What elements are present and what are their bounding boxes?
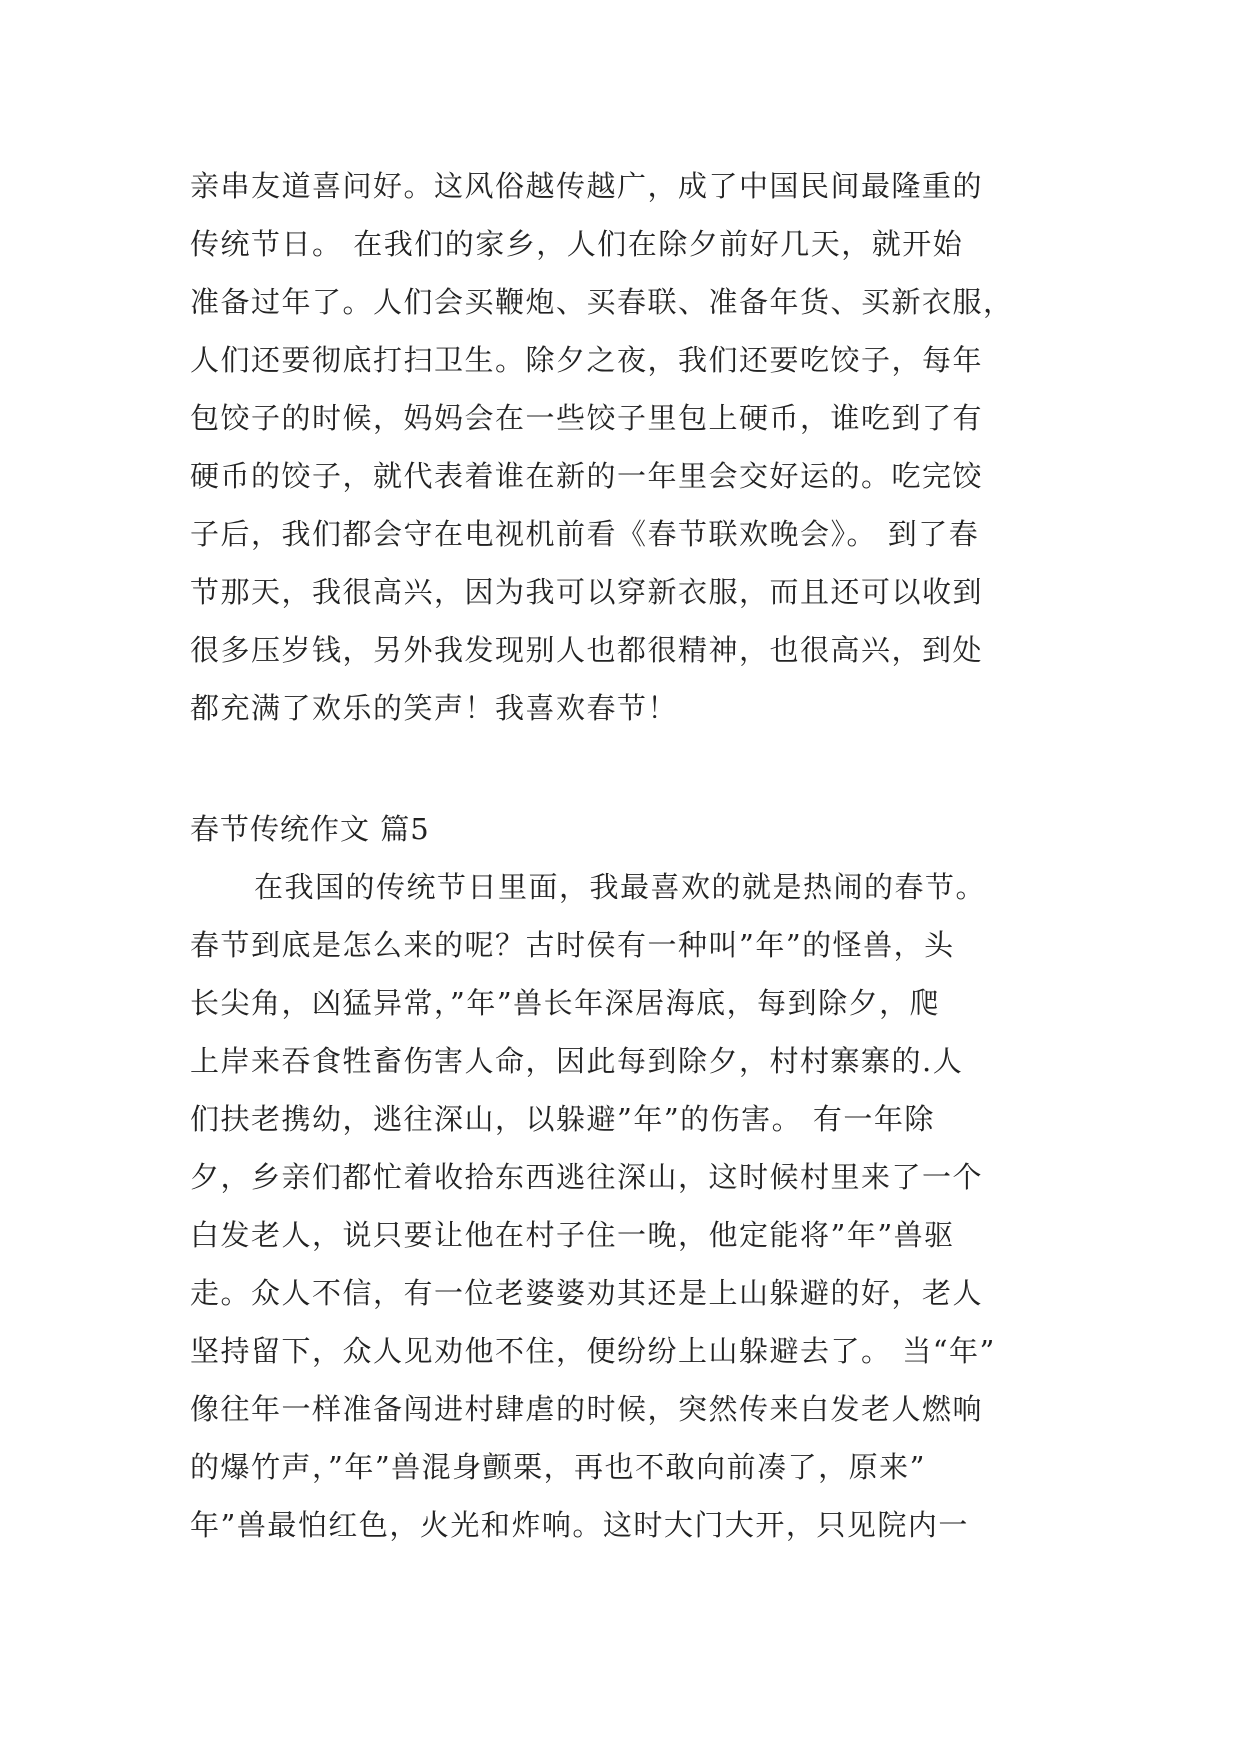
text-line: 很多压岁钱，另外我发现别人也都很精神，也很高兴，到处 bbox=[190, 633, 984, 667]
text-line: 长尖角，凶猛异常，”年”兽长年深居海底，每到除夕，爬 bbox=[190, 986, 941, 1020]
text-line: 的爆竹声，”年”兽混身颤栗，再也不敢向前凑了，原来” bbox=[190, 1450, 926, 1484]
text-line: 们扶老携幼，逃往深山，以躲避”年”的伤害。 有一年除 bbox=[190, 1102, 935, 1136]
text-line: 子后，我们都会守在电视机前看《春节联欢晚会》。 到了春 bbox=[190, 517, 980, 551]
section-heading: 春节传统作文 篇5 bbox=[190, 812, 430, 846]
text-line: 都充满了欢乐的笑声！我喜欢春节！ bbox=[190, 691, 679, 725]
text-line-indented: 在我国的传统节日里面，我最喜欢的就是热闹的春节。 bbox=[254, 870, 987, 904]
text-line: 人们还要彻底打扫卫生。除夕之夜，我们还要吃饺子，每年 bbox=[190, 343, 984, 377]
text-line: 年”兽最怕红色，火光和炸响。这时大门大开，只见院内一 bbox=[190, 1508, 969, 1542]
text-line: 准备过年了。人们会买鞭炮、买春联、准备年货、买新衣服， bbox=[190, 285, 1014, 319]
text-line: 春节到底是怎么来的呢？古时侯有一种叫”年”的怪兽，头 bbox=[190, 928, 955, 962]
paragraph-continued bbox=[190, 157, 1070, 737]
text-line: 包饺子的时候，妈妈会在一些饺子里包上硬币，谁吃到了有 bbox=[190, 401, 984, 435]
text-line: 夕，乡亲们都忙着收拾东西逃往深山，这时候村里来了一个 bbox=[190, 1160, 984, 1194]
text-line: 走。众人不信，有一位老婆婆劝其还是上山躲避的好，老人 bbox=[190, 1276, 984, 1310]
text-line: 坚持留下，众人见劝他不住，便纷纷上山躲避去了。 当“年” bbox=[190, 1334, 996, 1368]
paragraph bbox=[190, 858, 1070, 1554]
text-line: 像往年一样准备闯进村肆虐的时候，突然传来白发老人燃响 bbox=[190, 1392, 984, 1426]
text-line: 上岸来吞食牲畜伤害人命，因此每到除夕，村村寨寨的.人 bbox=[190, 1044, 964, 1078]
text-line: 节那天，我很高兴，因为我可以穿新衣服，而且还可以收到 bbox=[190, 575, 984, 609]
text-line: 亲串友道喜问好。这风俗越传越广，成了中国民间最隆重的 bbox=[190, 169, 984, 203]
text-line: 硬币的饺子，就代表着谁在新的一年里会交好运的。吃完饺 bbox=[190, 459, 984, 493]
text-line: 白发老人，说只要让他在村子住一晚，他定能将”年”兽驱 bbox=[190, 1218, 955, 1252]
text-line: 传统节日。 在我们的家乡，人们在除夕前好几天，就开始 bbox=[190, 227, 964, 261]
